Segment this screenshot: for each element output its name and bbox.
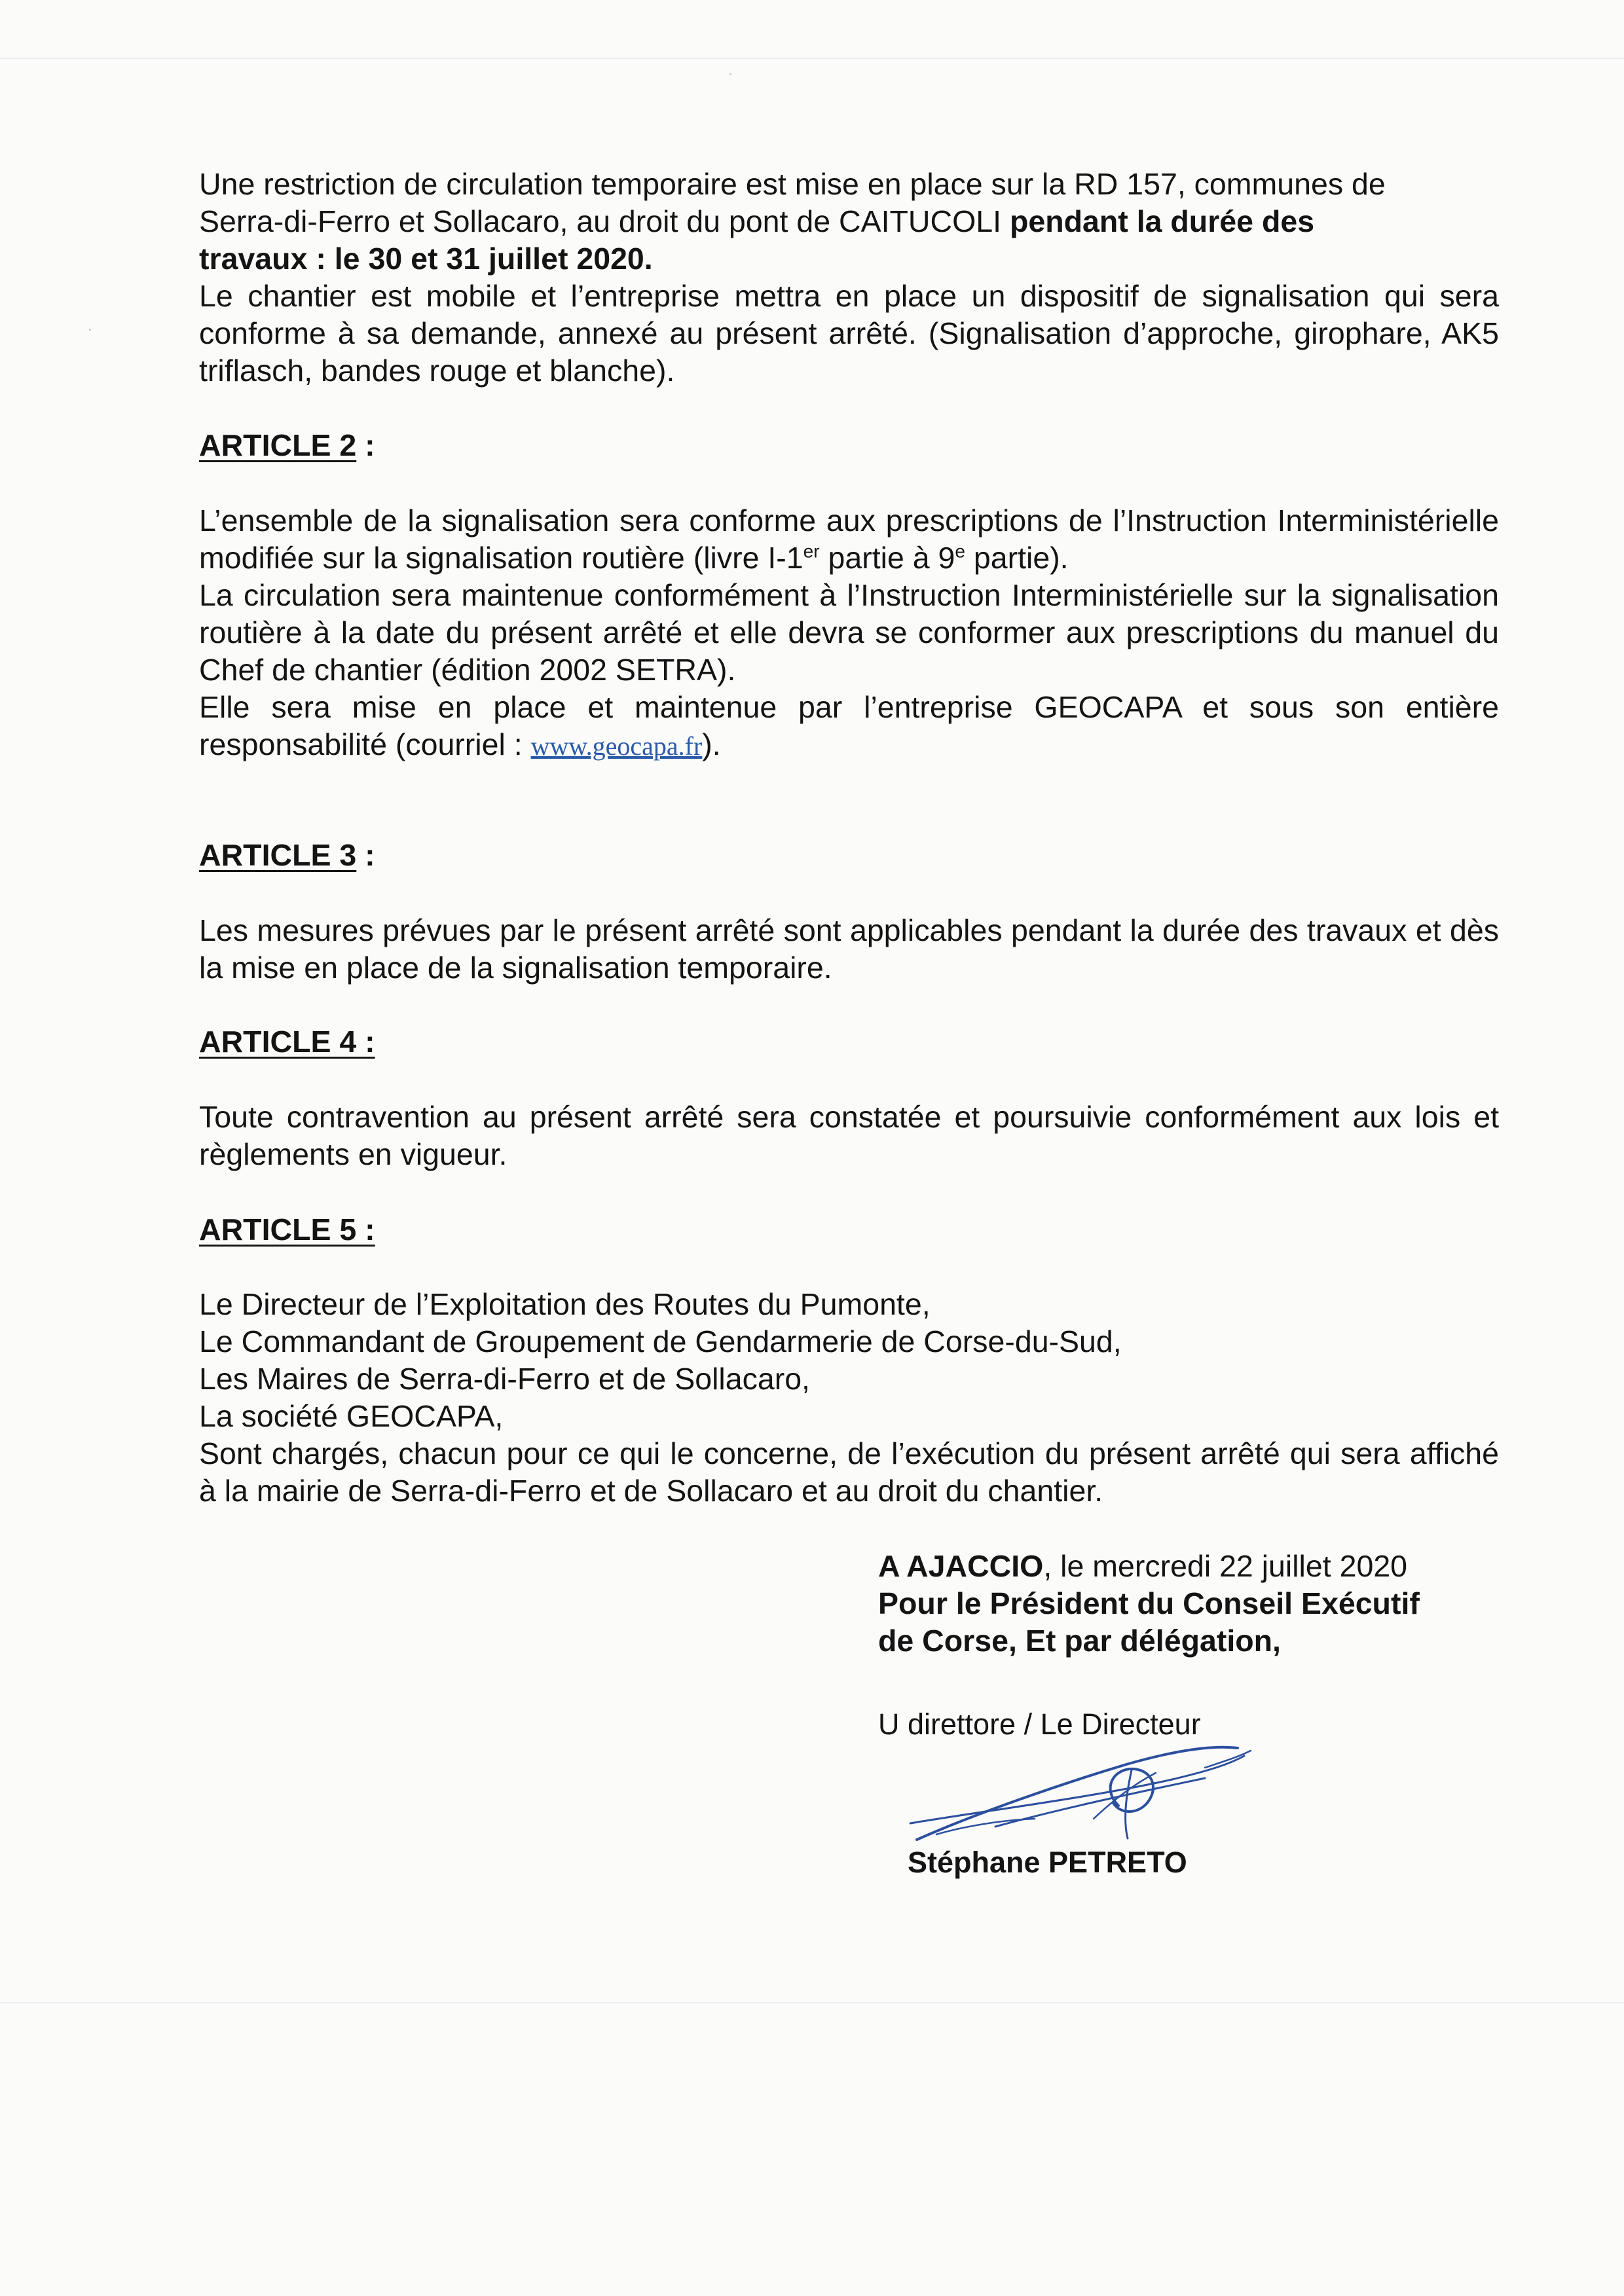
article-2-paragraph-1 xyxy=(199,502,1499,577)
article-2-label: ARTICLE 2 xyxy=(199,428,357,462)
signature-role: U direttore / Le Directeur xyxy=(878,1707,1201,1741)
article-2-p1-text: L’ensemble de la signalisation sera conforme aux prescriptions de l’Instruction Interministérielle modifiée sur la signalisation routière (livre I-1 xyxy=(199,503,1499,575)
article-2-colon: : xyxy=(356,428,375,462)
article-3-heading xyxy=(199,837,375,874)
intro-paragraph-2: Le chantier est mobile et l’entreprise mettra en place un dispositif de signalisation qui sera conforme à sa demande, annexé au présent arrêté. (Signalisation d’approche, girophare, AK5 triflasch, bandes rouge et blanche). xyxy=(199,279,1499,388)
signature-block xyxy=(878,1548,1500,1660)
recipient-line: La société GEOCAPA, xyxy=(199,1399,504,1433)
scan-edge-lower xyxy=(0,2002,1624,2003)
signature-date: , le mercredi 22 juillet 2020 xyxy=(1043,1549,1408,1583)
article-2-paragraph-3 xyxy=(199,689,1499,765)
superscript-er: er xyxy=(803,541,820,562)
superscript-e: e xyxy=(955,541,965,562)
intro-line-2-text: Serra-di-Ferro et Sollacaro, au droit du pont de CAITUCOLI xyxy=(199,204,1010,238)
recipient-line: Le Directeur de l’Exploitation des Routes du Pumonte, xyxy=(199,1287,931,1321)
handwritten-signature xyxy=(897,1722,1264,1853)
article-5-label: ARTICLE 5 : xyxy=(199,1212,375,1247)
article-4-body xyxy=(199,1099,1499,1173)
article-3-label: ARTICLE 3 xyxy=(199,838,357,872)
scan-dot xyxy=(89,329,91,331)
article-2-body xyxy=(199,502,1499,765)
recipient-line: Les Maires de Serra-di-Ferro et de Sollacaro, xyxy=(199,1362,810,1396)
scan-edge-top xyxy=(0,58,1624,59)
intro-section xyxy=(199,166,1499,390)
signature-place-date xyxy=(878,1548,1500,1585)
article-2-p1-mid: partie à 9 xyxy=(819,541,955,575)
intro-duration-bold: pendant la durée des xyxy=(1009,204,1315,238)
intro-line-1: Une restriction de circulation temporaire est mise en place sur la RD 157, communes de xyxy=(199,167,1386,201)
article-2-p1-end: partie). xyxy=(965,541,1069,575)
intro-line-2 xyxy=(199,203,1499,240)
scan-dot xyxy=(729,73,731,75)
article-5-closing: Sont chargés, chacun pour ce qui le concerne, de l’exécution du présent arrêté qui sera affiché à la mairie de Serra-di-Ferro et de Sollacaro et au droit du chantier. xyxy=(199,1436,1499,1508)
article-5-heading xyxy=(199,1211,375,1248)
article-2-paragraph-2: La circulation sera maintenue conformément à l’Instruction Interministérielle sur la signalisation routière à la date du présent arrêté et elle devra se conformer aux prescriptions du manuel du Chef de chantier (édition 2002 SETRA). xyxy=(199,578,1499,687)
article-2-heading xyxy=(199,427,375,464)
article-3-paragraph: Les mesures prévues par le présent arrêté sont applicables pendant la durée des travaux et dès la mise en place de la signalisation temporaire. xyxy=(199,913,1499,985)
signature-place: A AJACCIO xyxy=(878,1549,1044,1583)
signature-for-line-1: Pour le Président du Conseil Exécutif xyxy=(878,1586,1420,1620)
article-2-p3-end: ). xyxy=(702,727,721,761)
geocapa-website-link[interactable]: www.geocapa.fr xyxy=(530,731,703,761)
article-3-colon: : xyxy=(356,838,375,872)
signatory-name: Stéphane PETRETO xyxy=(908,1846,1187,1879)
article-5-body xyxy=(199,1286,1499,1510)
article-4-heading xyxy=(199,1023,375,1061)
article-4-label: ARTICLE 4 : xyxy=(199,1025,375,1059)
intro-dates-bold: travaux : le 30 et 31 juillet 2020. xyxy=(199,242,653,276)
article-3-body xyxy=(199,912,1499,987)
recipient-line: Le Commandant de Groupement de Gendarmerie de Corse-du-Sud, xyxy=(199,1324,1122,1358)
signature-for-line-2: de Corse, Et par délégation, xyxy=(878,1624,1281,1658)
article-2-p3-text: Elle sera mise en place et maintenue par l’entreprise GEOCAPA et sous son entière responsabilité (courriel : xyxy=(199,690,1499,761)
article-4-paragraph: Toute contravention au présent arrêté sera constatée et poursuivie conformément aux lois et règlements en vigueur. xyxy=(199,1100,1499,1171)
